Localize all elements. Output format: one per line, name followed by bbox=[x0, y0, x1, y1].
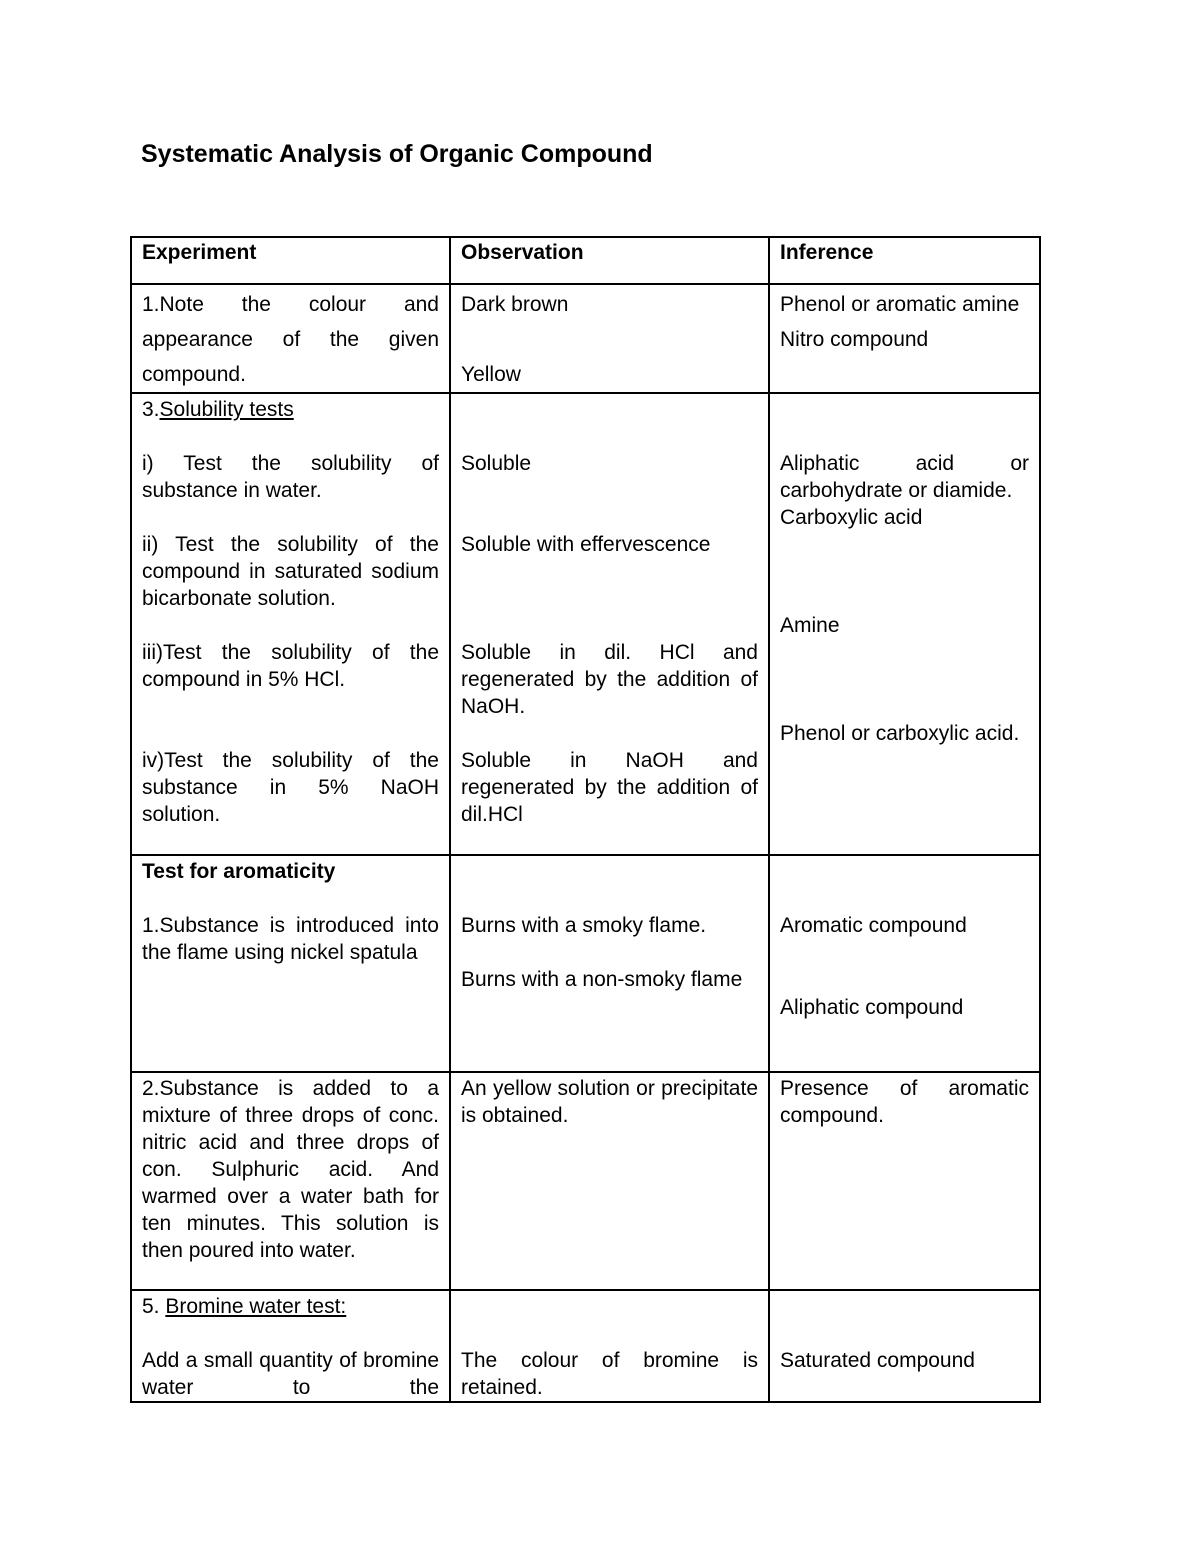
table-header-row bbox=[131, 237, 1040, 284]
observation-cell bbox=[450, 1072, 769, 1290]
observation-text: Burns with a non-smoky flame bbox=[461, 968, 743, 991]
table-row bbox=[131, 1072, 1040, 1290]
inference-text: Saturated compound bbox=[780, 1349, 975, 1372]
section-heading: Test for aromaticity bbox=[142, 860, 336, 883]
section-heading: 3.Solubility tests bbox=[142, 398, 294, 421]
experiment-text: i) Test the solubility of substance in water. bbox=[142, 452, 439, 502]
observation-text: An yellow solution or precipitate is obtained. bbox=[461, 1077, 758, 1127]
inference-text: Carboxylic acid bbox=[780, 506, 923, 529]
observation-text: Dark brown bbox=[461, 293, 569, 316]
inference-text: Aliphatic compound bbox=[780, 996, 964, 1019]
observation-text: Soluble with effervescence bbox=[461, 533, 711, 556]
inference-text: Presence of aromatic compound. bbox=[780, 1077, 1029, 1127]
inference-cell bbox=[769, 393, 1040, 855]
experiment-text: 1.Substance is introduced into the flame using nickel spatula bbox=[142, 914, 439, 964]
experiment-cell bbox=[131, 284, 450, 393]
observation-text: Soluble bbox=[461, 452, 532, 475]
experiment-text: 1.Note the colour and appearance of the given compound. bbox=[142, 293, 439, 386]
experiment-cell bbox=[131, 855, 450, 1072]
observation-text: Soluble in dil. HCl and regenerated by the addition of NaOH. bbox=[461, 641, 758, 718]
experiment-text: iii)Test the solubility of the compound in 5% HCl. bbox=[142, 641, 439, 691]
experiment-cell bbox=[131, 1290, 450, 1402]
table-row bbox=[131, 855, 1040, 1072]
experiment-text: Add a small quantity of bromine water to the bbox=[142, 1349, 439, 1399]
observation-text: Burns with a smoky flame. bbox=[461, 914, 707, 937]
analysis-table bbox=[130, 236, 1041, 1403]
observation-cell bbox=[450, 1290, 769, 1402]
inference-text: Phenol or carboxylic acid. bbox=[780, 722, 1020, 745]
table-row bbox=[131, 393, 1040, 855]
section-heading-underlined: Solubility tests bbox=[159, 398, 294, 421]
experiment-text: iv)Test the solubility of the substance in 5% NaOH solution. bbox=[142, 749, 439, 826]
inference-cell bbox=[769, 855, 1040, 1072]
inference-text: Amine bbox=[780, 614, 840, 637]
observation-text: Soluble in NaOH and regenerated by the addition of dil.HCl bbox=[461, 749, 758, 826]
header-experiment: Experiment bbox=[131, 237, 450, 284]
inference-text: Aliphatic acid or carbohydrate or diamide. bbox=[780, 452, 1029, 502]
page-title: Systematic Analysis of Organic Compound bbox=[141, 140, 653, 168]
observation-cell bbox=[450, 284, 769, 393]
inference-text: Nitro compound bbox=[780, 328, 929, 351]
inference-text: Phenol or aromatic amine bbox=[780, 293, 1020, 316]
observation-cell bbox=[450, 393, 769, 855]
header-inference: Inference bbox=[769, 237, 1040, 284]
observation-text: The colour of bromine is retained. bbox=[461, 1349, 758, 1399]
inference-text: Aromatic compound bbox=[780, 914, 967, 937]
experiment-cell bbox=[131, 1072, 450, 1290]
experiment-text: ii) Test the solubility of the compound in saturated sodium bicarbonate solution. bbox=[142, 533, 439, 610]
table-row bbox=[131, 284, 1040, 393]
header-observation: Observation bbox=[450, 237, 769, 284]
inference-cell bbox=[769, 1290, 1040, 1402]
section-heading-underlined: Bromine water test: bbox=[165, 1295, 347, 1318]
experiment-text: 2.Substance is added to a mixture of three drops of conc. nitric acid and three drops of con. Sulphuric acid. And warmed over a water bath for ten minutes. This solution is then poured into water. bbox=[142, 1077, 439, 1262]
observation-text: Yellow bbox=[461, 363, 521, 386]
experiment-cell bbox=[131, 393, 450, 855]
observation-cell bbox=[450, 855, 769, 1072]
inference-cell bbox=[769, 1072, 1040, 1290]
inference-cell bbox=[769, 284, 1040, 393]
table-row bbox=[131, 1290, 1040, 1402]
section-heading: 5. Bromine water test: bbox=[142, 1295, 347, 1318]
